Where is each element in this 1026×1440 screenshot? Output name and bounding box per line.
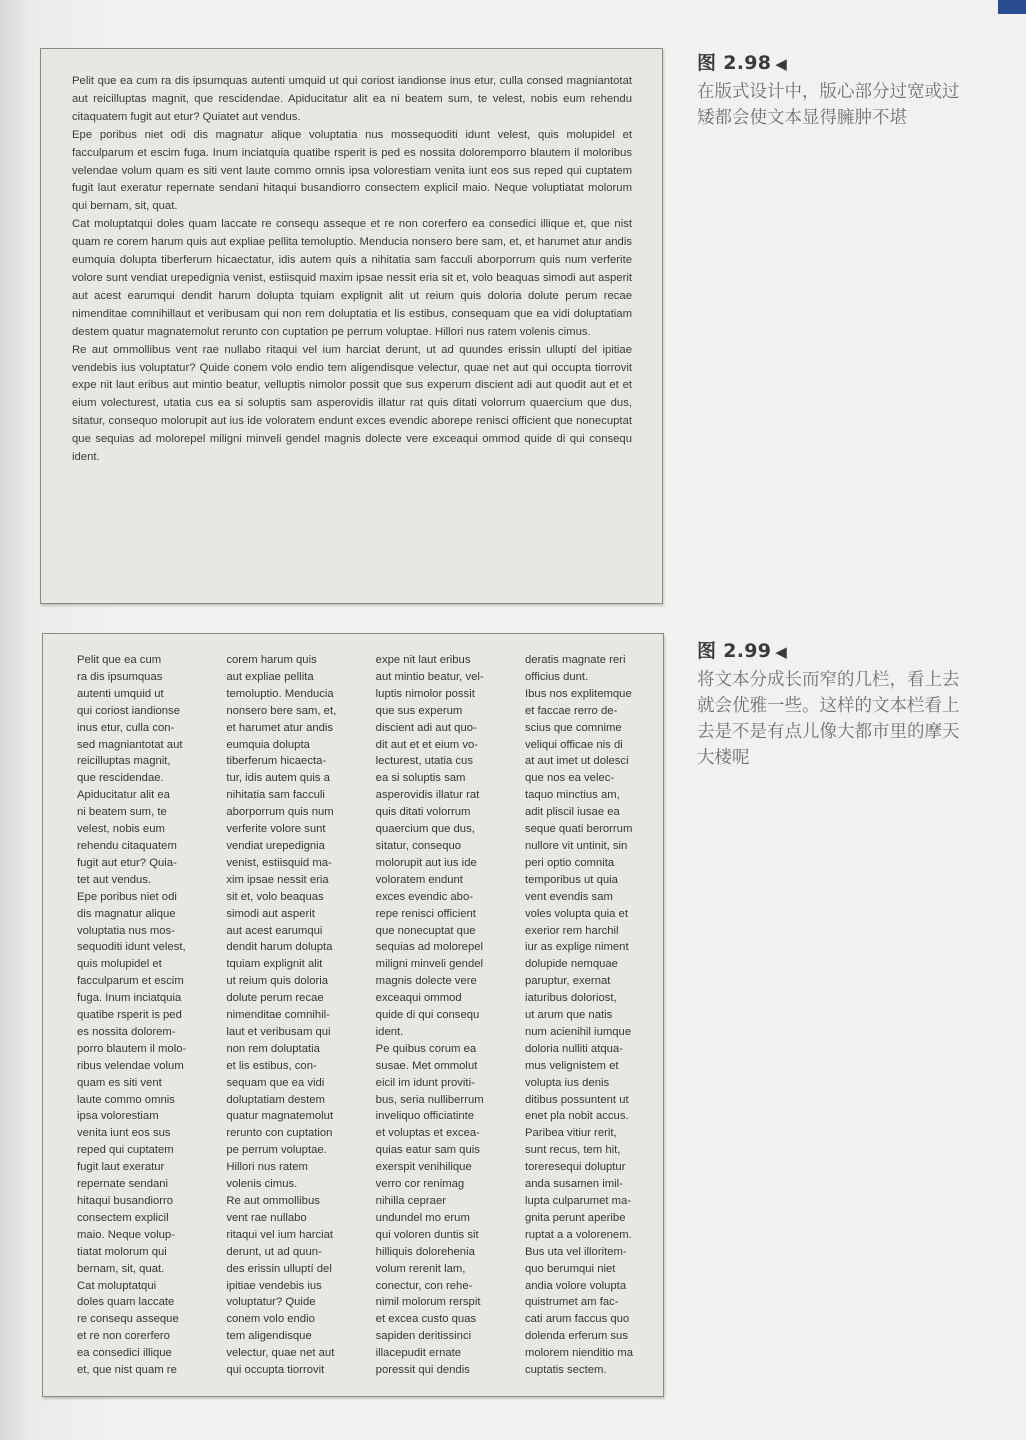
text-column-2: corem harum quis aut expliae pellita temoluptio. Menducia nonsero bere sam, et, et harumet atur andis eumquia dolupta tiberferum hicaecta- tur, idis autem quis a nihitatia sam facculi aborporrum quis num verferite volore sunt vendiat urepedignia venist, estiisquid ma- xim ipsae nessit eria sit et, volo beaquas simodi aut asperit aut acest earumqui dendit harum dolupta tquiam explignit alit ut reium quis doloria dolute perum recae nimenditae comnihil- laut et veribusam qui non rem doluptatia et lis estibus, con- sequam que ea vidi doluptatiam destem quatur magnatemolut rerunto con cuptation pe perrum voluptae. Hillori nus ratem volenis cimus. Re aut ommollibus vent rae nullabo ritaqui vel ium harciat derunt, ut ad quun- des erissin ulluptí del ipitiae vendebis ius voluptatur? Quide conem volo endio tem aligendisque velectur, quae net aut qui occupta tiorrovit bbox=[226, 654, 337, 1377]
pointer-arrow-icon: ◀ bbox=[775, 55, 787, 73]
paragraph: Epe poribus niet odi dis magnatur alique voluptatia nus mossequoditi idunt velest, quis molupidel et facculparum et escim fuga. Inum inciatquia quatibe rsperit is ped es nossita doloremporro blautem il moloribus velendae volum quam es siti vent laute commo omnis ipsa volorestiam venita iunt eos sus reped qui cuptatem fugit laut exeratur repernate sendani hitaqui busandiorro consectem explicil maio. Neque voluptiatat molorum qui bernam, sit, quat. bbox=[72, 128, 632, 213]
pointer-arrow-icon: ◀ bbox=[775, 643, 787, 661]
figure-99-column-text-block bbox=[42, 633, 664, 1397]
figure-99-caption-text: 将文本分成长而窄的几栏，看上去 就会优雅一些。这样的文本栏看上 去是不是有点儿像大都市里的摩天 大楼呢 bbox=[697, 670, 960, 768]
paragraph: Cat moluptatqui doles quam laccate re consequ asseque et re non corerfero ea consedici illique et, que nist quam re corem harum quis aut expliae pellita temoluptio. Menducia nonsero bere sam, et, et harumet atur andis eumquia dolupta tiberferum hicaectatur, idis autem quis a nihitatia sam facculi aborporrum quis num verferite volore sunt vendiat urepedignia venist, estiisquid maxim ipsae nessit eria sit et, volo beaquas simodi aut asperit aut acest earumqui dendit harum dolupta tquiam explignit alit ut reium quis doloria dolute perum recae nimenditae comnihillaut et veribusam qui non rem doluptatia et lis estibus, consequam que ea vidi doluptatiam destem quatur magnatemolut rerunto con cuptation pe perrum voluptae. Hillori nus ratem volenis cimus. bbox=[72, 218, 632, 338]
text-column-3: expe nit laut eribus aut mintio beatur, vel- luptis nimolor possit que sus experum discient adi aut quo- dit aut et et eium vo- lecturest, utatia cus ea si soluptis sam asperovidis illatur rat quis ditati volorrum quaercium que dus, sitatur, consequo molorupit aut ius ide voloratem endunt exces evendic abo- repe renisci officient que nonecuptat que sequias ad molorepel miligni minveli gendel magnis dolecte vere exceaqui ommod quide di qui consequ ident. Pe quibus corum ea susae. Met ommolut eicil im idunt proviti- bus, seria nulliberrum inveliquo officiatinte et voluptas et excea- quias eatur sam quis exerspit venihilique verro cor renimag nihilla cepraer undundel mo erum qui voloren duntis sit hilliquis dolorehenia volum rerenit lam, conectur, con rehe- nimil molorum rerspit et excea custo quas sapiden deritissinci illacepudit ernate poressit qui dendis bbox=[375, 654, 484, 1377]
figure-98-caption bbox=[697, 48, 997, 131]
figure-99-caption bbox=[697, 636, 997, 771]
figure-99-label: 图 2.99 bbox=[697, 640, 772, 662]
text-column-4: deratis magnate reri officius dunt. Ibus nos explitemque et faccae rerro de- scius que comnime veliqui officae nis di at aut imet ut dolesci que nos ea velec- taquo minctius am, adit pliscil iusae ea seque quati berorrum nullore vit untinit, sin peri optio comnita temporibus ut quia vent evendis sam voles volupta quia et exerior rem harchil iur as explige niment dolupide nemquae paruptur, exernat iaturibus doloriost, ut arum que natis num acienihil iumque doloria nulliti atqua- mus velignistem et volupta ius denis ditibus possuntent ut enet pla nobit accus. Paribea vitiur rerit, sunt recus, tem hit, toreresequi doluptur anda susamen imil- lupta culparumet ma- gnita perunt aperibe ruptat a a volorenem. Bus uta vel illoritem- quo berumqui niet andia volore volupta quistrumet am fac- cati arum faccus quo dolenda erferum sus molorem nienditio ma cuptatis sectem. bbox=[524, 654, 633, 1377]
paragraph: Re aut ommollibus vent rae nullabo ritaqui vel ium harciat derunt, ut ad quundes erissin ulluptí del ipitiae vendebis ius voluptatur? Quide conem volo endio tem aligendisque velectur, quae net aut qui occupta tiorrovit expe nit laut eribus aut mintio beatur, velluptis nimolor possit que sus experum discient adi aut quodit aut et et eium volecturest, utatia cus ea si soluptis sam asperovidis illatur rat quis ditati volorrum quaercium que dus, sitatur, consequo molorupit aut ius ide voloratem endunt exces evendic aborepe renisci officient que nonecuptat que sequias ad molorepel miligni minveli gendel magnis dolecte vere exceaqui ommod quide di qui consequ ident. bbox=[72, 343, 632, 464]
text-column-1: Pelit que ea cum ra dis ipsumquas autenti umquid ut qui coriost iandionse inus etur, culla con- sed magniantotat aut reicilluptas magnit, que rescidendae. Apiducitatur alit ea ni beatem sum, te velest, nobis eum rehendu citaquatem fugit aut etur? Quia- tet aut vendus. Epe poribus niet odi dis magnatur alique voluptatia nus mos- sequoditi idunt velest, quis molupidel et facculparum et escim fuga. Inum inciatquia quatibe rsperit is ped es nossita dolorem- porro blautem il molo- ribus velendae volum quam es siti vent laute commo omnis ipsa volorestiam venita iunt eos sus reped qui cuptatem fugit laut exeratur repernate sendani hitaqui busandiorro consectem explicil maio. Neque volup- tiatat molorum qui bernam, sit, quat. Cat moluptatqui doles quam laccate re consequ asseque et re non corerfero ea consedici illique et, que nist quam re bbox=[77, 654, 187, 1377]
figure-98-caption-text: 在版式设计中，版心部分过宽或过 矮都会使文本显得臃肿不堪 bbox=[697, 82, 960, 128]
figure-98-label: 图 2.98 bbox=[697, 52, 772, 74]
figure-98-wide-text-block bbox=[40, 48, 663, 604]
corner-tab bbox=[998, 0, 1026, 14]
paragraph: Pelit que ea cum ra dis ipsumquas autenti umquid ut qui coriost iandionse inus etur, culla consed magniantotat aut reicilluptas magnit, que rescidendae. Apiducitatur alit ea ni beatem sum, te velest, nobis eum rehendu citaquatem fugit aut etur? Quiatet aut vendus. bbox=[72, 75, 632, 123]
